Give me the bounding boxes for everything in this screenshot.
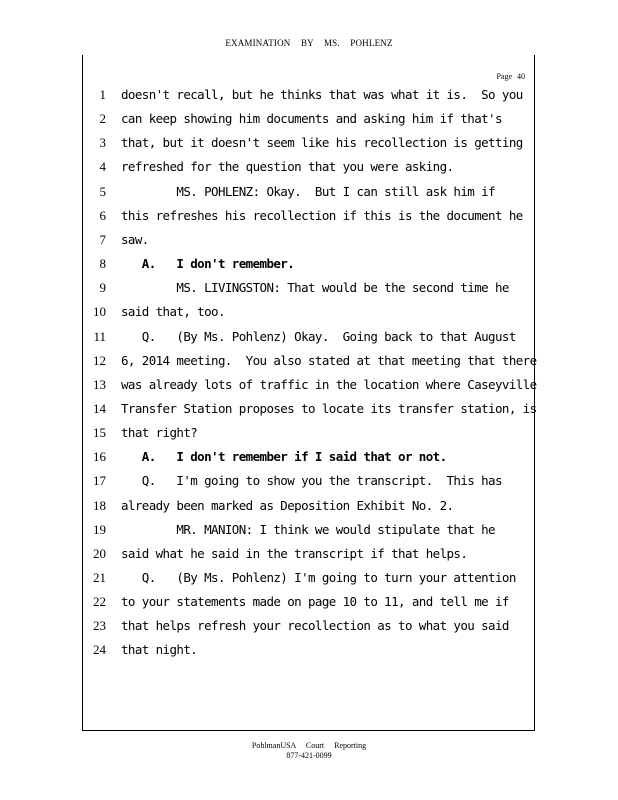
transcript-line bbox=[0, 351, 618, 375]
transcript-line bbox=[0, 399, 618, 423]
line-text: said that, too. bbox=[121, 304, 225, 320]
line-text: saw. bbox=[121, 231, 149, 247]
line-number: 5 bbox=[99, 183, 106, 199]
transcript-line bbox=[0, 206, 618, 230]
line-number: 14 bbox=[93, 400, 106, 416]
transcript-line bbox=[0, 616, 618, 640]
line-number: 17 bbox=[93, 473, 106, 489]
transcript-line bbox=[0, 109, 618, 133]
page-header: EXAMINATION BY MS. POHLENZ bbox=[225, 38, 393, 48]
line-number: 11 bbox=[93, 328, 106, 344]
line-number: 24 bbox=[93, 642, 106, 658]
line-text: 6, 2014 meeting. You also stated at that meeting that there bbox=[121, 352, 537, 368]
transcript-line bbox=[0, 640, 618, 664]
transcript-line bbox=[0, 278, 618, 302]
page-border-bottom bbox=[82, 730, 535, 731]
transcript-line bbox=[0, 302, 618, 326]
line-text: was already lots of traffic in the location where Caseyville bbox=[121, 376, 537, 392]
line-text: refreshed for the question that you were asking. bbox=[121, 159, 454, 175]
line-number: 18 bbox=[93, 497, 106, 513]
line-text: A. I don't remember. bbox=[121, 256, 295, 272]
line-number: 21 bbox=[93, 570, 106, 585]
transcript-line bbox=[0, 544, 618, 568]
transcript-line bbox=[0, 327, 618, 351]
transcript-line bbox=[0, 230, 618, 254]
transcript-line bbox=[0, 592, 618, 616]
line-number: 8 bbox=[99, 256, 106, 272]
line-number: 6 bbox=[99, 207, 106, 223]
line-text: A. I don't remember if I said that or not. bbox=[121, 449, 447, 465]
transcript-line bbox=[0, 471, 618, 495]
line-number: 20 bbox=[93, 545, 106, 561]
transcript-line bbox=[0, 182, 618, 206]
transcript-line bbox=[0, 85, 618, 109]
footer-company: PohlmanUSA Court Reporting bbox=[251, 741, 367, 750]
line-text: already been marked as Deposition Exhibit No. 2. bbox=[121, 497, 454, 513]
line-text: said what he said in the transcript if that helps. bbox=[121, 545, 468, 561]
line-number: 15 bbox=[93, 425, 106, 441]
line-number: 2 bbox=[99, 111, 106, 127]
line-number: 1 bbox=[99, 87, 106, 102]
transcript-line bbox=[0, 375, 618, 399]
line-number: 13 bbox=[93, 376, 106, 392]
line-number: 16 bbox=[93, 449, 106, 465]
line-number: 10 bbox=[93, 304, 106, 320]
line-number: 22 bbox=[93, 594, 106, 610]
line-text: MR. MANION: I think we would stipulate that he bbox=[121, 521, 495, 537]
transcript-line bbox=[0, 133, 618, 157]
line-number: 12 bbox=[93, 352, 106, 368]
line-number: 19 bbox=[93, 521, 106, 537]
line-text: that night. bbox=[121, 642, 198, 658]
line-text: Q. I'm going to show you the transcript. This has bbox=[121, 473, 502, 489]
line-text: that right? bbox=[121, 425, 198, 441]
transcript-line bbox=[0, 568, 618, 592]
line-text: MS. POHLENZ: Okay. But I can still ask him if bbox=[121, 183, 495, 199]
line-text: doesn't recall, but he thinks that was what it is. So you bbox=[121, 87, 523, 102]
transcript-line bbox=[0, 157, 618, 181]
line-text: Q. (By Ms. Pohlenz) Okay. Going back to that August bbox=[121, 328, 516, 344]
transcript-line bbox=[0, 423, 618, 447]
transcript-line bbox=[0, 447, 618, 471]
transcript-line bbox=[0, 520, 618, 544]
transcript-line bbox=[0, 254, 618, 278]
line-text: Transfer Station proposes to locate its transfer station, is bbox=[121, 400, 537, 416]
page-footer bbox=[0, 741, 618, 761]
line-number: 3 bbox=[99, 135, 106, 151]
line-number: 4 bbox=[99, 159, 106, 175]
line-text: this refreshes his recollection if this is the document he bbox=[121, 207, 523, 223]
footer-phone: 877-421-0099 bbox=[286, 751, 332, 760]
line-text: Q. (By Ms. Pohlenz) I'm going to turn your attention bbox=[121, 570, 516, 585]
line-text: to your statements made on page 10 to 11, and tell me if bbox=[121, 594, 509, 610]
page-number: Page 40 bbox=[496, 72, 525, 81]
line-text: that, but it doesn't seem like his recollection is getting bbox=[121, 135, 523, 151]
line-number: 23 bbox=[93, 618, 106, 634]
line-text: MS. LIVINGSTON: That would be the second time he bbox=[121, 280, 509, 296]
transcript-line bbox=[0, 496, 618, 520]
line-text: can keep showing him documents and asking him if that's bbox=[121, 111, 502, 127]
line-text: that helps refresh your recollection as to what you said bbox=[121, 618, 509, 634]
line-number: 9 bbox=[99, 280, 106, 296]
line-number: 7 bbox=[99, 231, 106, 247]
